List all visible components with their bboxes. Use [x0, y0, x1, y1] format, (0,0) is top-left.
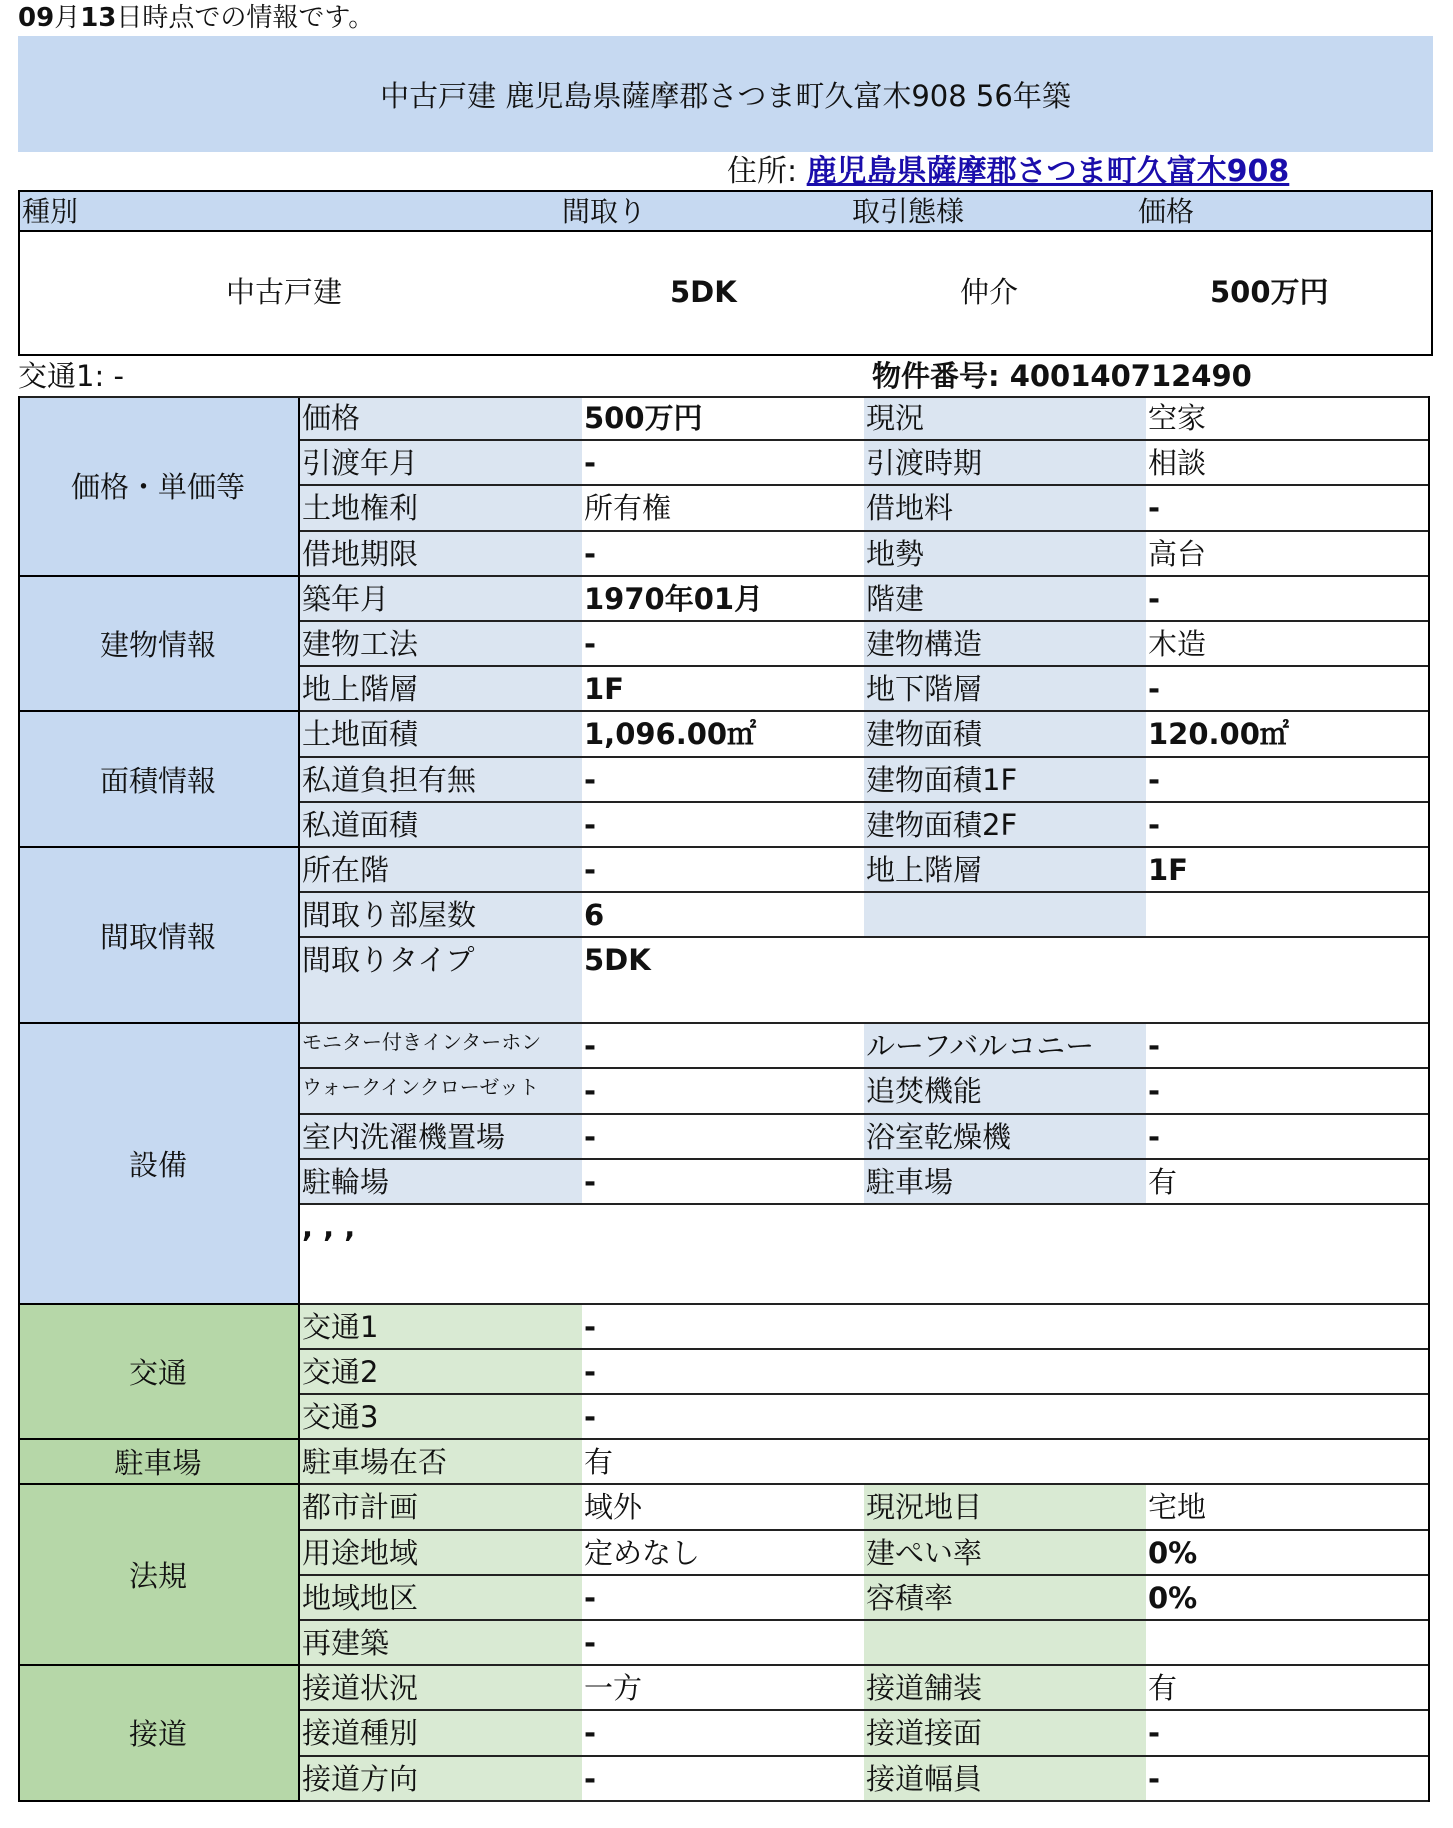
- field-label: [864, 893, 1146, 938]
- field-label: 土地権利: [300, 486, 582, 531]
- summary-price: 500万円: [1210, 275, 1329, 309]
- field-label: 接道舗装: [864, 1666, 1146, 1711]
- field-value: -: [584, 1074, 597, 1109]
- field-label: 地域地区: [300, 1576, 582, 1621]
- info-date: 09月13日時点での情報です。: [18, 3, 375, 33]
- field-value: -: [584, 1354, 597, 1389]
- row-divider: [300, 1203, 1430, 1205]
- field-label: 接道幅員: [864, 1757, 1146, 1802]
- field-value: 1,096.00㎡: [584, 717, 757, 752]
- field-value: -: [584, 627, 597, 661]
- field-value: -: [1148, 672, 1161, 707]
- equipment-notes: , , ,: [302, 1210, 356, 1245]
- field-label: 再建築: [300, 1621, 582, 1666]
- field-value: -: [1148, 807, 1161, 842]
- field-label: 階建: [864, 577, 1146, 622]
- field-value: 1F: [584, 672, 624, 707]
- field-label: 現況地目: [864, 1485, 1146, 1530]
- summary-header-layout: 間取り: [562, 195, 647, 228]
- field-value: -: [1148, 762, 1161, 797]
- section-label: 交通: [18, 1305, 300, 1441]
- field-value: -: [584, 1716, 597, 1751]
- section-label: 接道: [18, 1666, 300, 1802]
- field-label: 私道負担有無: [300, 758, 582, 803]
- transport-summary: 交通1: -: [18, 359, 124, 393]
- summary-transaction: 仲介: [960, 275, 1019, 309]
- field-value: -: [1148, 1029, 1161, 1064]
- field-label: 地勢: [864, 532, 1146, 577]
- field-label: 建物構造: [864, 622, 1146, 667]
- field-value: 0%: [1148, 1580, 1198, 1615]
- field-value: -: [1148, 491, 1161, 526]
- field-value: -: [584, 1119, 597, 1154]
- field-value: -: [584, 1625, 597, 1660]
- field-label: 築年月: [300, 577, 582, 622]
- section-label: 面積情報: [18, 712, 300, 848]
- field-value: 1970年01月: [584, 581, 764, 616]
- field-label: 地下階層: [864, 667, 1146, 712]
- summary-header-transaction: 取引態様: [852, 195, 965, 228]
- field-label: 建ぺい率: [864, 1531, 1146, 1576]
- field-value: -: [584, 1029, 597, 1064]
- field-label: 交通2: [300, 1350, 582, 1395]
- field-value: -: [584, 1761, 597, 1796]
- field-label: 用途地域: [300, 1531, 582, 1576]
- field-value: 0%: [1148, 1535, 1198, 1570]
- field-label: 所在階: [300, 848, 582, 893]
- table-top-border: [18, 396, 1430, 398]
- field-value: -: [1148, 1761, 1161, 1796]
- field-value: 有: [1148, 1671, 1178, 1706]
- field-label: 引渡年月: [300, 441, 582, 486]
- field-label: 都市計画: [300, 1485, 582, 1530]
- summary-layout: 5DK: [670, 275, 737, 309]
- field-value: 6: [584, 898, 605, 933]
- page-title: 中古戸建 鹿児島県薩摩郡さつま町久富木908 56年築: [380, 78, 1071, 113]
- field-value: -: [584, 762, 597, 797]
- detail-table: [18, 396, 1433, 1810]
- field-label: 追焚機能: [864, 1069, 1146, 1114]
- page-title-banner: [18, 36, 1433, 152]
- field-label: 浴室乾燥機: [864, 1115, 1146, 1160]
- field-label: 室内洗濯機置場: [300, 1115, 582, 1160]
- field-label: ルーフバルコニー: [864, 1024, 1146, 1069]
- field-value: -: [1148, 1074, 1161, 1109]
- field-label: 接道方向: [300, 1757, 582, 1802]
- field-value: 有: [1148, 1164, 1178, 1199]
- field-label: 駐車場在否: [300, 1440, 582, 1485]
- field-label: 私道面積: [300, 803, 582, 848]
- field-value: -: [584, 807, 597, 842]
- field-label: ウォークインクローゼット: [300, 1069, 582, 1114]
- field-label: 価格: [300, 396, 582, 441]
- field-value: -: [584, 1399, 597, 1434]
- field-label: 建物面積: [864, 712, 1146, 757]
- field-label: 間取りタイプ: [300, 938, 582, 1024]
- field-value: 域外: [584, 1490, 643, 1525]
- field-label: 地上階層: [864, 848, 1146, 893]
- field-value: 空家: [1148, 401, 1207, 435]
- summary-header-price: 価格: [1138, 195, 1195, 228]
- summary-table: [18, 190, 1433, 356]
- field-label: [864, 1621, 1146, 1666]
- field-value: 木造: [1148, 627, 1207, 661]
- field-value: -: [584, 1580, 597, 1615]
- field-value: 120.00㎡: [1148, 717, 1289, 752]
- field-value: 相談: [1148, 446, 1207, 481]
- summary-type: 中古戸建: [226, 275, 343, 309]
- field-label: 接道種別: [300, 1711, 582, 1756]
- section-label: 価格・単価等: [18, 396, 300, 577]
- row-divider: [300, 1800, 1430, 1802]
- field-value: 有: [584, 1445, 614, 1480]
- field-label: 建物工法: [300, 622, 582, 667]
- field-label: 土地面積: [300, 712, 582, 757]
- summary-header: [20, 192, 1431, 232]
- field-label: モニター付きインターホン: [300, 1024, 582, 1069]
- field-label: 建物面積2F: [864, 803, 1146, 848]
- field-label: 間取り部屋数: [300, 893, 582, 938]
- field-value: 500万円: [584, 401, 703, 435]
- field-value: 1F: [1148, 853, 1188, 887]
- field-label: 地上階層: [300, 667, 582, 712]
- address-label: 住所:: [727, 154, 807, 189]
- table-left-border: [18, 396, 20, 1802]
- field-label: 交通3: [300, 1395, 582, 1440]
- section-label: 建物情報: [18, 577, 300, 713]
- field-value: -: [584, 1164, 597, 1199]
- section-label: 法規: [18, 1485, 300, 1666]
- field-value: -: [584, 853, 597, 887]
- address-link[interactable]: 鹿児島県薩摩郡さつま町久富木908: [806, 154, 1290, 189]
- field-label: 現況: [864, 396, 1146, 441]
- field-label: 建物面積1F: [864, 758, 1146, 803]
- field-value: 定めなし: [584, 1535, 701, 1570]
- address-line: [727, 152, 1289, 192]
- field-label: 容積率: [864, 1576, 1146, 1621]
- field-value: 高台: [1148, 536, 1207, 571]
- field-label: 借地料: [864, 486, 1146, 531]
- section-label: 駐車場: [18, 1440, 300, 1485]
- field-value: -: [1148, 1119, 1161, 1154]
- field-value: 一方: [584, 1671, 643, 1706]
- field-label: 借地期限: [300, 532, 582, 577]
- field-value: -: [1148, 581, 1161, 616]
- field-label: 接道状況: [300, 1666, 582, 1711]
- field-value: -: [584, 536, 597, 571]
- field-value: -: [584, 446, 597, 481]
- field-value: 所有権: [584, 491, 672, 526]
- field-label: 引渡時期: [864, 441, 1146, 486]
- field-value: 5DK: [584, 943, 651, 978]
- property-number: 物件番号: 400140712490: [872, 359, 1252, 393]
- field-label: 交通1: [300, 1305, 582, 1350]
- field-label: 接道接面: [864, 1711, 1146, 1756]
- field-label: 駐車場: [864, 1160, 1146, 1205]
- section-label: 間取情報: [18, 848, 300, 1024]
- field-label: 駐輪場: [300, 1160, 582, 1205]
- section-label: 設備: [18, 1024, 300, 1304]
- summary-header-type: 種別: [22, 195, 79, 228]
- field-value: -: [584, 1309, 597, 1344]
- field-value: -: [1148, 1716, 1161, 1751]
- field-value: 宅地: [1148, 1490, 1207, 1525]
- table-right-border: [1428, 396, 1430, 1802]
